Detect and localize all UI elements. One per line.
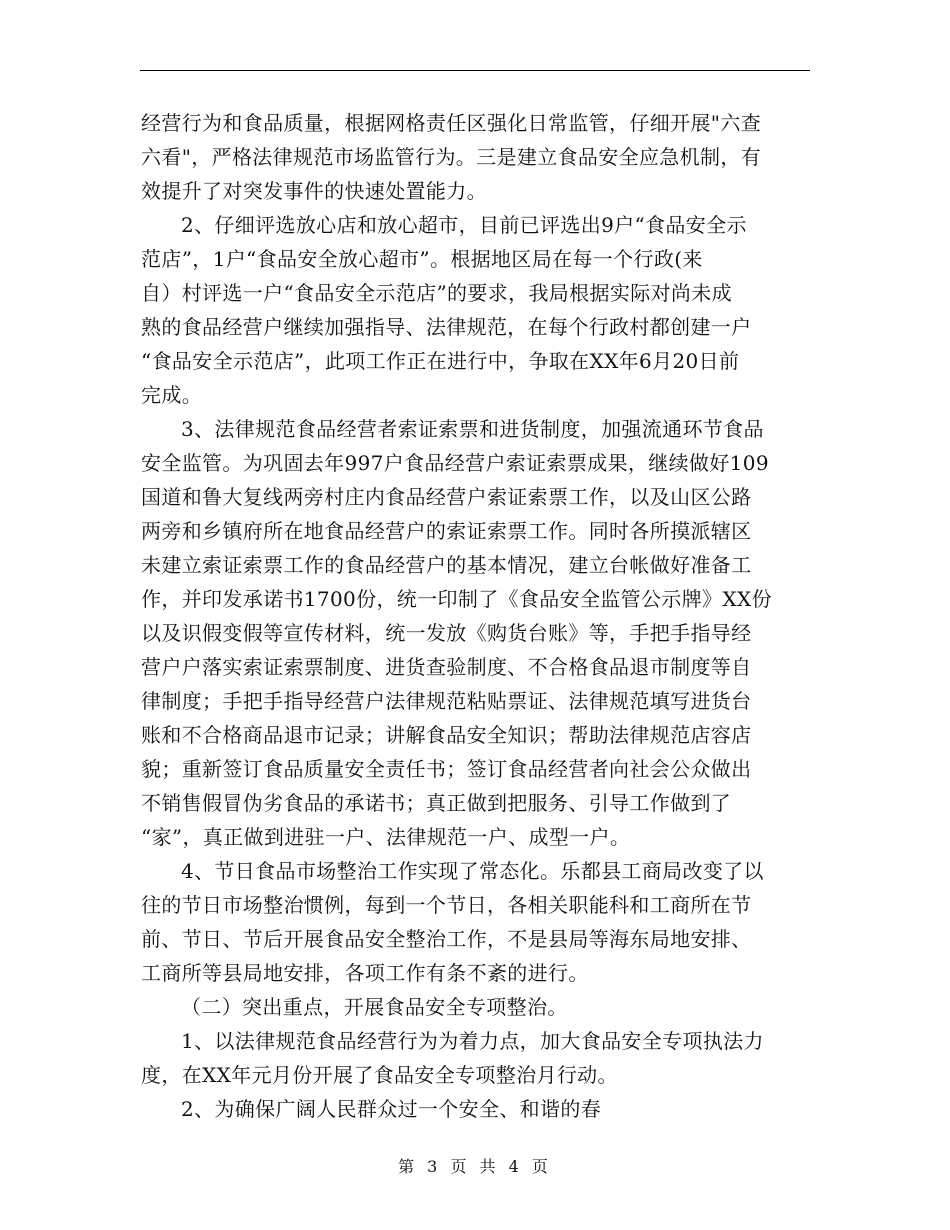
section-heading: （二）突出重点，开展食品安全专项整治。 <box>181 995 568 1019</box>
text-line: 熟的食品经营户继续加强指导、法律规范，在每个行政村都创建一户 <box>141 315 752 339</box>
text-line: 不销售假冒伪劣食品的承诺书；真正做到把服务、引导工作做到了 <box>141 791 732 815</box>
text-line: 前、节日、节后开展食品安全整治工作，不是县局等海东局地安排、 <box>141 927 752 951</box>
text-line: 效提升了对突发事件的快速处置能力。 <box>141 179 487 203</box>
header-rule <box>140 70 810 71</box>
text-line: 国道和鲁大复线两旁村庄内食品经营户索证索票工作，以及山区公路 <box>141 485 752 509</box>
text-line: 往的节日市场整治惯例，每到一个节日，各相关职能科和工商所在节 <box>141 893 752 917</box>
text-line: 2、仔细评选放心店和放心超市，目前已评选出9户“食品安全示 <box>181 213 747 237</box>
text-line: 经营行为和食品质量，根据网格责任区强化日常监管，仔细开展"六查 <box>141 111 762 135</box>
text-line: 4、节日食品市场整治工作实现了常态化。乐都县工商局改变了以 <box>181 859 764 883</box>
text-line: 度，在XX年元月份开展了食品安全专项整治月行动。 <box>141 1063 618 1087</box>
text-line: 2、为确保广阔人民群众过一个安全、和谐的春 <box>181 1097 602 1121</box>
text-line: 范店”，1户“食品安全放心超市”。根据地区局在每一个行政(来 <box>141 247 703 271</box>
text-line: 3、法律规范食品经营者索证索票和进货制度，加强流通环节食品 <box>181 417 764 441</box>
page-number-footer: 第 3 页 共 4 页 <box>398 1157 552 1176</box>
body-text <box>141 106 811 1126</box>
text-line: 安全监管。为巩固去年997户食品经营户索证索票成果，继续做好109 <box>141 451 769 475</box>
text-line: 两旁和乡镇府所在地食品经营户的索证索票工作。同时各所摸派辖区 <box>141 519 752 543</box>
text-line: 账和不合格商品退市记录；讲解食品安全知识；帮助法律规范店容店 <box>141 723 752 747</box>
text-line: 貌；重新签订食品质量安全责任书；签订食品经营者向社会公众做出 <box>141 757 752 781</box>
text-line: 营户户落实索证索票制度、进货查验制度、不合格食品退市制度等自 <box>141 655 752 679</box>
text-line: 律制度；手把手指导经营户法律规范粘贴票证、法律规范填写进货台 <box>141 689 752 713</box>
text-line: 以及识假变假等宣传材料，统一发放《购货台账》等，手把手指导经 <box>141 621 752 645</box>
text-line: 完成。 <box>141 383 203 407</box>
text-line: “食品安全示范店”，此项工作正在进行中，争取在XX年6月20日前 <box>141 349 740 373</box>
text-line: “家”，真正做到进驻一户、法律规范一户、成型一户。 <box>141 825 631 849</box>
text-line: 六看"，严格法律规范市场监管行为。三是建立食品安全应急机制，有 <box>141 145 762 169</box>
text-line: 工商所等县局地安排，各项工作有条不紊的进行。 <box>141 961 589 985</box>
text-line: 自）村评选一户“食品安全示范店”的要求，我局根据实际对尚未成 <box>141 281 732 305</box>
text-line: 作，并印发承诺书1700份，统一印制了《食品安全监管公示牌》XX份 <box>141 587 772 611</box>
text-line: 1、以法律规范食品经营行为为着力点，加大食品安全专项执法力 <box>181 1029 764 1053</box>
text-line: 未建立索证索票工作的食品经营户的基本情况，建立台帐做好准备工 <box>141 553 752 577</box>
